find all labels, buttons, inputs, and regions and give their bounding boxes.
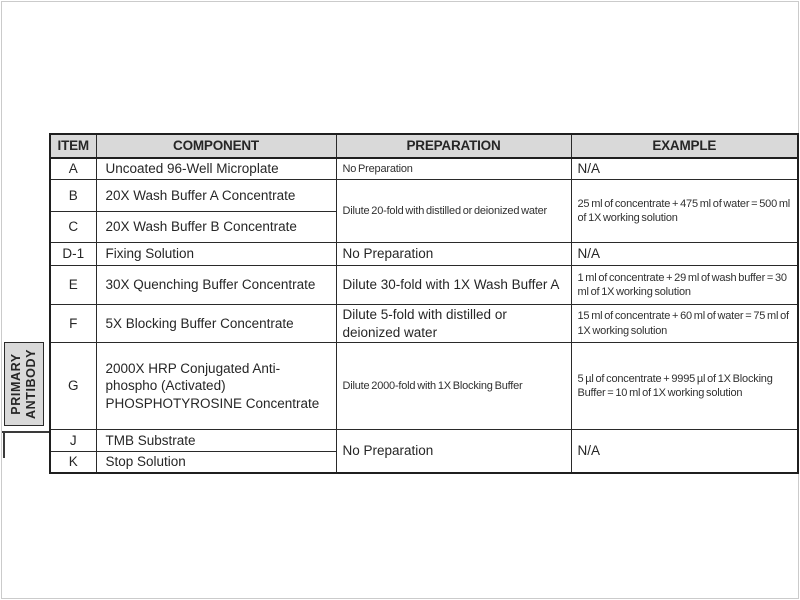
cell-component: 20X Wash Buffer B Concentrate xyxy=(96,212,336,243)
cell-component: Fixing Solution xyxy=(96,243,336,266)
primary-antibody-side-label xyxy=(4,342,44,426)
cell-example-merged-jk: N/A xyxy=(571,430,798,473)
cell-item: A xyxy=(50,158,96,180)
cell-example: N/A xyxy=(571,158,798,180)
cell-component: 20X Wash Buffer A Concentrate xyxy=(96,180,336,212)
table-row-f xyxy=(50,305,798,343)
column-header-example: EXAMPLE xyxy=(571,134,798,158)
cell-item: D-1 xyxy=(50,243,96,266)
table-row-a xyxy=(50,158,798,180)
cell-preparation: No Preparation xyxy=(336,158,571,180)
side-label-line1: PRIMARY xyxy=(9,353,24,415)
cell-preparation: Dilute 30-fold with 1X Wash Buffer A xyxy=(336,266,571,305)
cell-example: N/A xyxy=(571,243,798,266)
cell-item: J xyxy=(50,430,96,452)
cell-component: 5X Blocking Buffer Concentrate xyxy=(96,305,336,343)
components-table xyxy=(49,133,799,474)
cell-item: K xyxy=(50,452,96,473)
cell-item: F xyxy=(50,305,96,343)
side-label-line2: ANTIBODY xyxy=(24,348,39,420)
cropped-label-box-top-border xyxy=(2,431,49,433)
cell-preparation-merged-bc: Dilute 20-fold with distilled or deionized water xyxy=(336,180,571,243)
cell-example: 1 ml of concentrate + 29 ml of wash buffer = 30 ml of 1X working solution xyxy=(571,266,798,305)
cell-item: E xyxy=(50,266,96,305)
cell-item: B xyxy=(50,180,96,212)
document-page xyxy=(1,1,799,599)
table-row-d1 xyxy=(50,243,798,266)
cell-item: C xyxy=(50,212,96,243)
cell-example: 5 µl of concentrate + 9995 µl of 1X Blocking Buffer = 10 ml of 1X working solution xyxy=(571,343,798,430)
cell-item: G xyxy=(50,343,96,430)
cropped-label-box-left-border xyxy=(3,431,5,458)
column-header-preparation: PREPARATION xyxy=(336,134,571,158)
cell-example: 15 ml of concentrate + 60 ml of water = 75 ml of 1X working solution xyxy=(571,305,798,343)
column-header-component: COMPONENT xyxy=(96,134,336,158)
table-row-j xyxy=(50,430,798,452)
header-row xyxy=(50,134,798,158)
cell-preparation-merged-jk: No Preparation xyxy=(336,430,571,473)
cell-preparation: Dilute 2000-fold with 1X Blocking Buffer xyxy=(336,343,571,430)
cell-preparation: Dilute 5-fold with distilled or deionized water xyxy=(336,305,571,343)
cell-component: 2000X HRP Conjugated Anti-phospho (Activated) PHOSPHOTYROSINE Concentrate xyxy=(96,343,336,430)
table-row-g xyxy=(50,343,798,430)
cell-component: 30X Quenching Buffer Concentrate xyxy=(96,266,336,305)
cell-component: TMB Substrate xyxy=(96,430,336,452)
cell-component: Uncoated 96-Well Microplate xyxy=(96,158,336,180)
cell-component: Stop Solution xyxy=(96,452,336,473)
table-row-b xyxy=(50,180,798,212)
column-header-item: ITEM xyxy=(50,134,96,158)
cell-preparation: No Preparation xyxy=(336,243,571,266)
table-row-e xyxy=(50,266,798,305)
components-table-wrapper xyxy=(49,133,799,474)
cell-example-merged-bc: 25 ml of concentrate + 475 ml of water = 500 ml of 1X working solution xyxy=(571,180,798,243)
primary-antibody-label-text xyxy=(9,349,39,419)
